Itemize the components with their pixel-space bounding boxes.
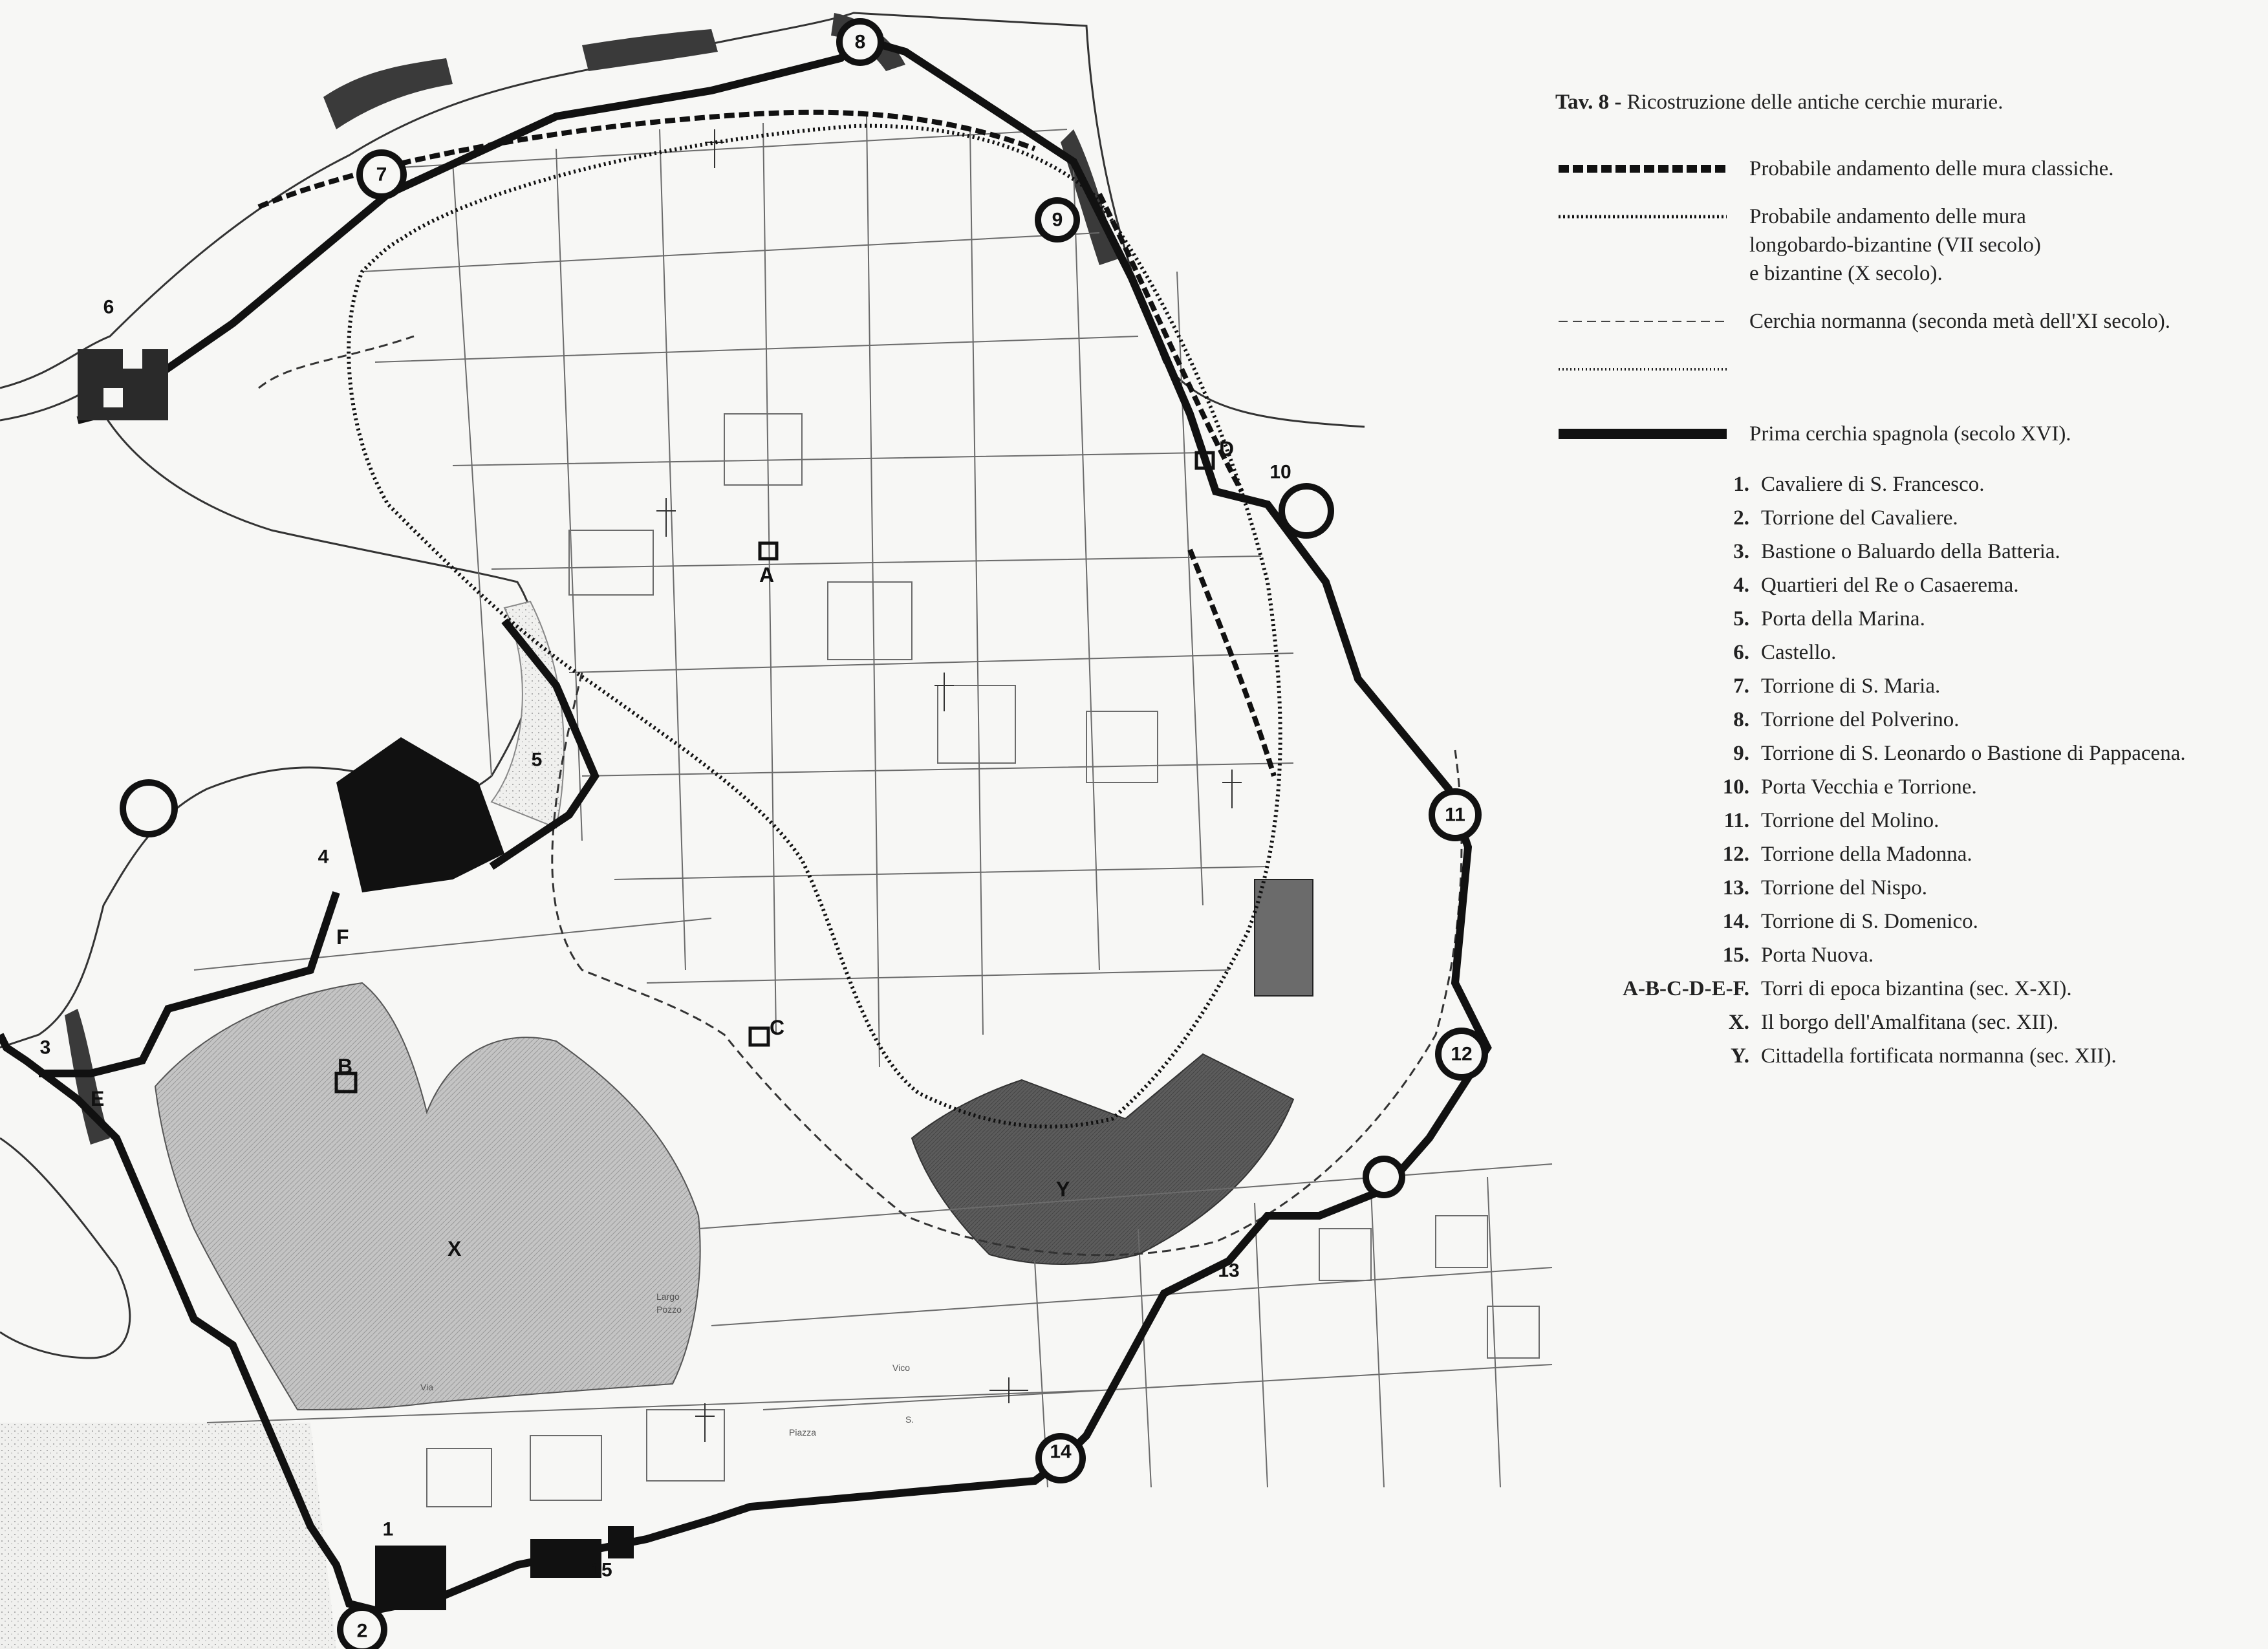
legend-item — [1555, 1006, 2260, 1039]
map-label-6: 6 — [103, 296, 114, 318]
map-label-12: 12 — [1451, 1043, 1473, 1065]
legend-item-key: 14. — [1722, 910, 1749, 933]
legend-item — [1555, 905, 2260, 938]
legend-item — [1555, 1039, 2260, 1073]
legend-item-key: Y. — [1730, 1044, 1749, 1068]
legend-item-text: Cavaliere di S. Francesco. — [1761, 473, 1985, 496]
legend-item-key: 6. — [1733, 641, 1749, 664]
map-label-A: A — [759, 563, 775, 587]
legend-item-text: Torrione del Molino. — [1761, 809, 1939, 832]
street-label: Piazza — [789, 1427, 817, 1438]
legend-item-key: 5. — [1733, 607, 1749, 630]
legend-item — [1555, 535, 2260, 568]
street-label: Pozzo — [656, 1304, 682, 1315]
legend-item-key: 1. — [1733, 473, 1749, 496]
legend-text: Probabile andamento delle mura — [1749, 205, 2026, 228]
street-label: Via — [420, 1382, 433, 1392]
legend-item-key: 8. — [1733, 708, 1749, 731]
map-label-8: 8 — [854, 31, 866, 53]
map-label-Y: Y — [1056, 1178, 1070, 1201]
map-label-B: B — [338, 1055, 353, 1078]
legend-text: Prima cerchia spagnola (secolo XVI). — [1749, 422, 2071, 446]
legend-item-key: A-B-C-D-E-F. — [1623, 977, 1749, 1000]
legend-item — [1555, 871, 2260, 905]
legend-row-norman — [1555, 307, 2260, 336]
legend-item-key: 15. — [1722, 943, 1749, 967]
map-label-C: C — [770, 1016, 785, 1039]
legend-item — [1555, 804, 2260, 837]
map-label-11: 11 — [1445, 804, 1465, 826]
street-label: Vico — [892, 1363, 910, 1373]
map-label-5: 5 — [531, 749, 543, 771]
legend-item — [1555, 972, 2260, 1006]
legend-text: Probabile andamento delle mura classiche. — [1749, 157, 2114, 180]
legend-item-text: Torrione della Madonna. — [1761, 843, 1972, 866]
legend-symbol-spanish-wall — [1555, 420, 1730, 448]
legend-item-text: Il borgo dell'Amalfitana (sec. XII). — [1761, 1011, 2058, 1034]
legend-item-key: X. — [1728, 1011, 1749, 1034]
map-label-14: 14 — [1050, 1441, 1072, 1463]
legend-item-text: Torrione del Nispo. — [1761, 876, 1928, 900]
legend-item — [1555, 568, 2260, 602]
legend-item — [1555, 501, 2260, 535]
legend-item-key: 3. — [1733, 540, 1749, 563]
legend-item-text: Torrione del Cavaliere. — [1761, 506, 1958, 530]
map-label-7: 7 — [376, 164, 387, 186]
legend-item-text: Torrione di S. Leonardo o Bastione di Pappacena. — [1761, 742, 2186, 765]
tower-block-11 — [1255, 879, 1313, 996]
map-label-3: 3 — [39, 1037, 51, 1059]
legend-row-spanish — [1555, 420, 2260, 448]
legend-text: e bizantine (X secolo). — [1749, 262, 1943, 285]
legend-item-key: 13. — [1722, 876, 1749, 900]
legend-row-dotted — [1555, 355, 2260, 383]
legend-item-text: Porta Vecchia e Torrione. — [1761, 775, 1977, 799]
legend-item-key: 11. — [1723, 809, 1749, 832]
legend-item-key: 7. — [1733, 674, 1749, 698]
street-label: Largo — [656, 1291, 680, 1302]
legend-symbol-lombard-wall — [1555, 202, 1730, 231]
legend-item-text: Torrione del Polverino. — [1761, 708, 1960, 731]
legend-item — [1555, 703, 2260, 737]
wall-classica — [259, 113, 1274, 776]
map-label-F: F — [336, 925, 349, 949]
lower-coast — [0, 1423, 336, 1649]
map-label-4: 4 — [318, 846, 329, 868]
map-label-9: 9 — [1052, 209, 1063, 231]
legend-symbol-norman-wall — [1555, 307, 1730, 336]
legend-item — [1555, 669, 2260, 703]
legend-item — [1555, 737, 2260, 770]
legend-numbered-list — [1555, 468, 2260, 1073]
bastions — [78, 349, 634, 1610]
legend-item-text: Porta Nuova. — [1761, 943, 1874, 967]
legend-item-key: 4. — [1733, 574, 1749, 597]
legend-symbol-classical-wall — [1555, 155, 1730, 183]
legend-text: Cerchia normanna (seconda metà dell'XI secolo). — [1749, 310, 2171, 333]
map-label-13: 13 — [1218, 1260, 1240, 1282]
map-legend — [1555, 91, 2260, 1073]
legend-item-text: Castello. — [1761, 641, 1837, 664]
map-label-X: X — [448, 1237, 462, 1260]
legend-item-text: Porta della Marina. — [1761, 607, 1925, 630]
legend-title — [1555, 91, 2260, 114]
map-label-D: D — [1219, 437, 1235, 460]
legend-item — [1555, 770, 2260, 804]
legend-item — [1555, 636, 2260, 669]
legend-row-lombard — [1555, 202, 2260, 288]
map-label-10: 10 — [1269, 461, 1291, 483]
legend-item — [1555, 468, 2260, 501]
beach — [491, 601, 564, 828]
street-label: S. — [905, 1414, 914, 1425]
legend-item-key: 9. — [1733, 742, 1749, 765]
legend-item — [1555, 602, 2260, 636]
legend-symbol-dotted — [1555, 355, 1730, 383]
legend-item-text: Torri di epoca bizantina (sec. X-XI). — [1761, 977, 2072, 1000]
legend-item-key: 2. — [1733, 506, 1749, 530]
map-label-2: 2 — [356, 1620, 368, 1642]
legend-row-classical — [1555, 155, 2260, 183]
legend-title-text: Ricostruzione delle antiche cerchie murarie. — [1626, 91, 2003, 114]
legend-item-text: Bastione o Baluardo della Batteria. — [1761, 540, 2060, 563]
map-label-15: 15 — [590, 1559, 612, 1581]
legend-item-key: 12. — [1722, 843, 1749, 866]
legend-text: longobardo-bizantine (VII secolo) — [1749, 233, 2041, 257]
map-label-1: 1 — [382, 1518, 394, 1540]
legend-item — [1555, 938, 2260, 972]
legend-item-text: Cittadella fortificata normanna (sec. XII). — [1761, 1044, 2117, 1068]
legend-item-key: 10. — [1722, 775, 1749, 799]
map-label-E: E — [91, 1087, 105, 1110]
legend-title-prefix: Tav. 8 - — [1555, 91, 1622, 114]
wall-spagnola — [0, 39, 1487, 1610]
legend-item-text: Torrione di S. Domenico. — [1761, 910, 1978, 933]
legend-item-text: Quartieri del Re o Casaerema. — [1761, 574, 2019, 597]
legend-item — [1555, 837, 2260, 871]
legend-item-text: Torrione di S. Maria. — [1761, 674, 1941, 698]
